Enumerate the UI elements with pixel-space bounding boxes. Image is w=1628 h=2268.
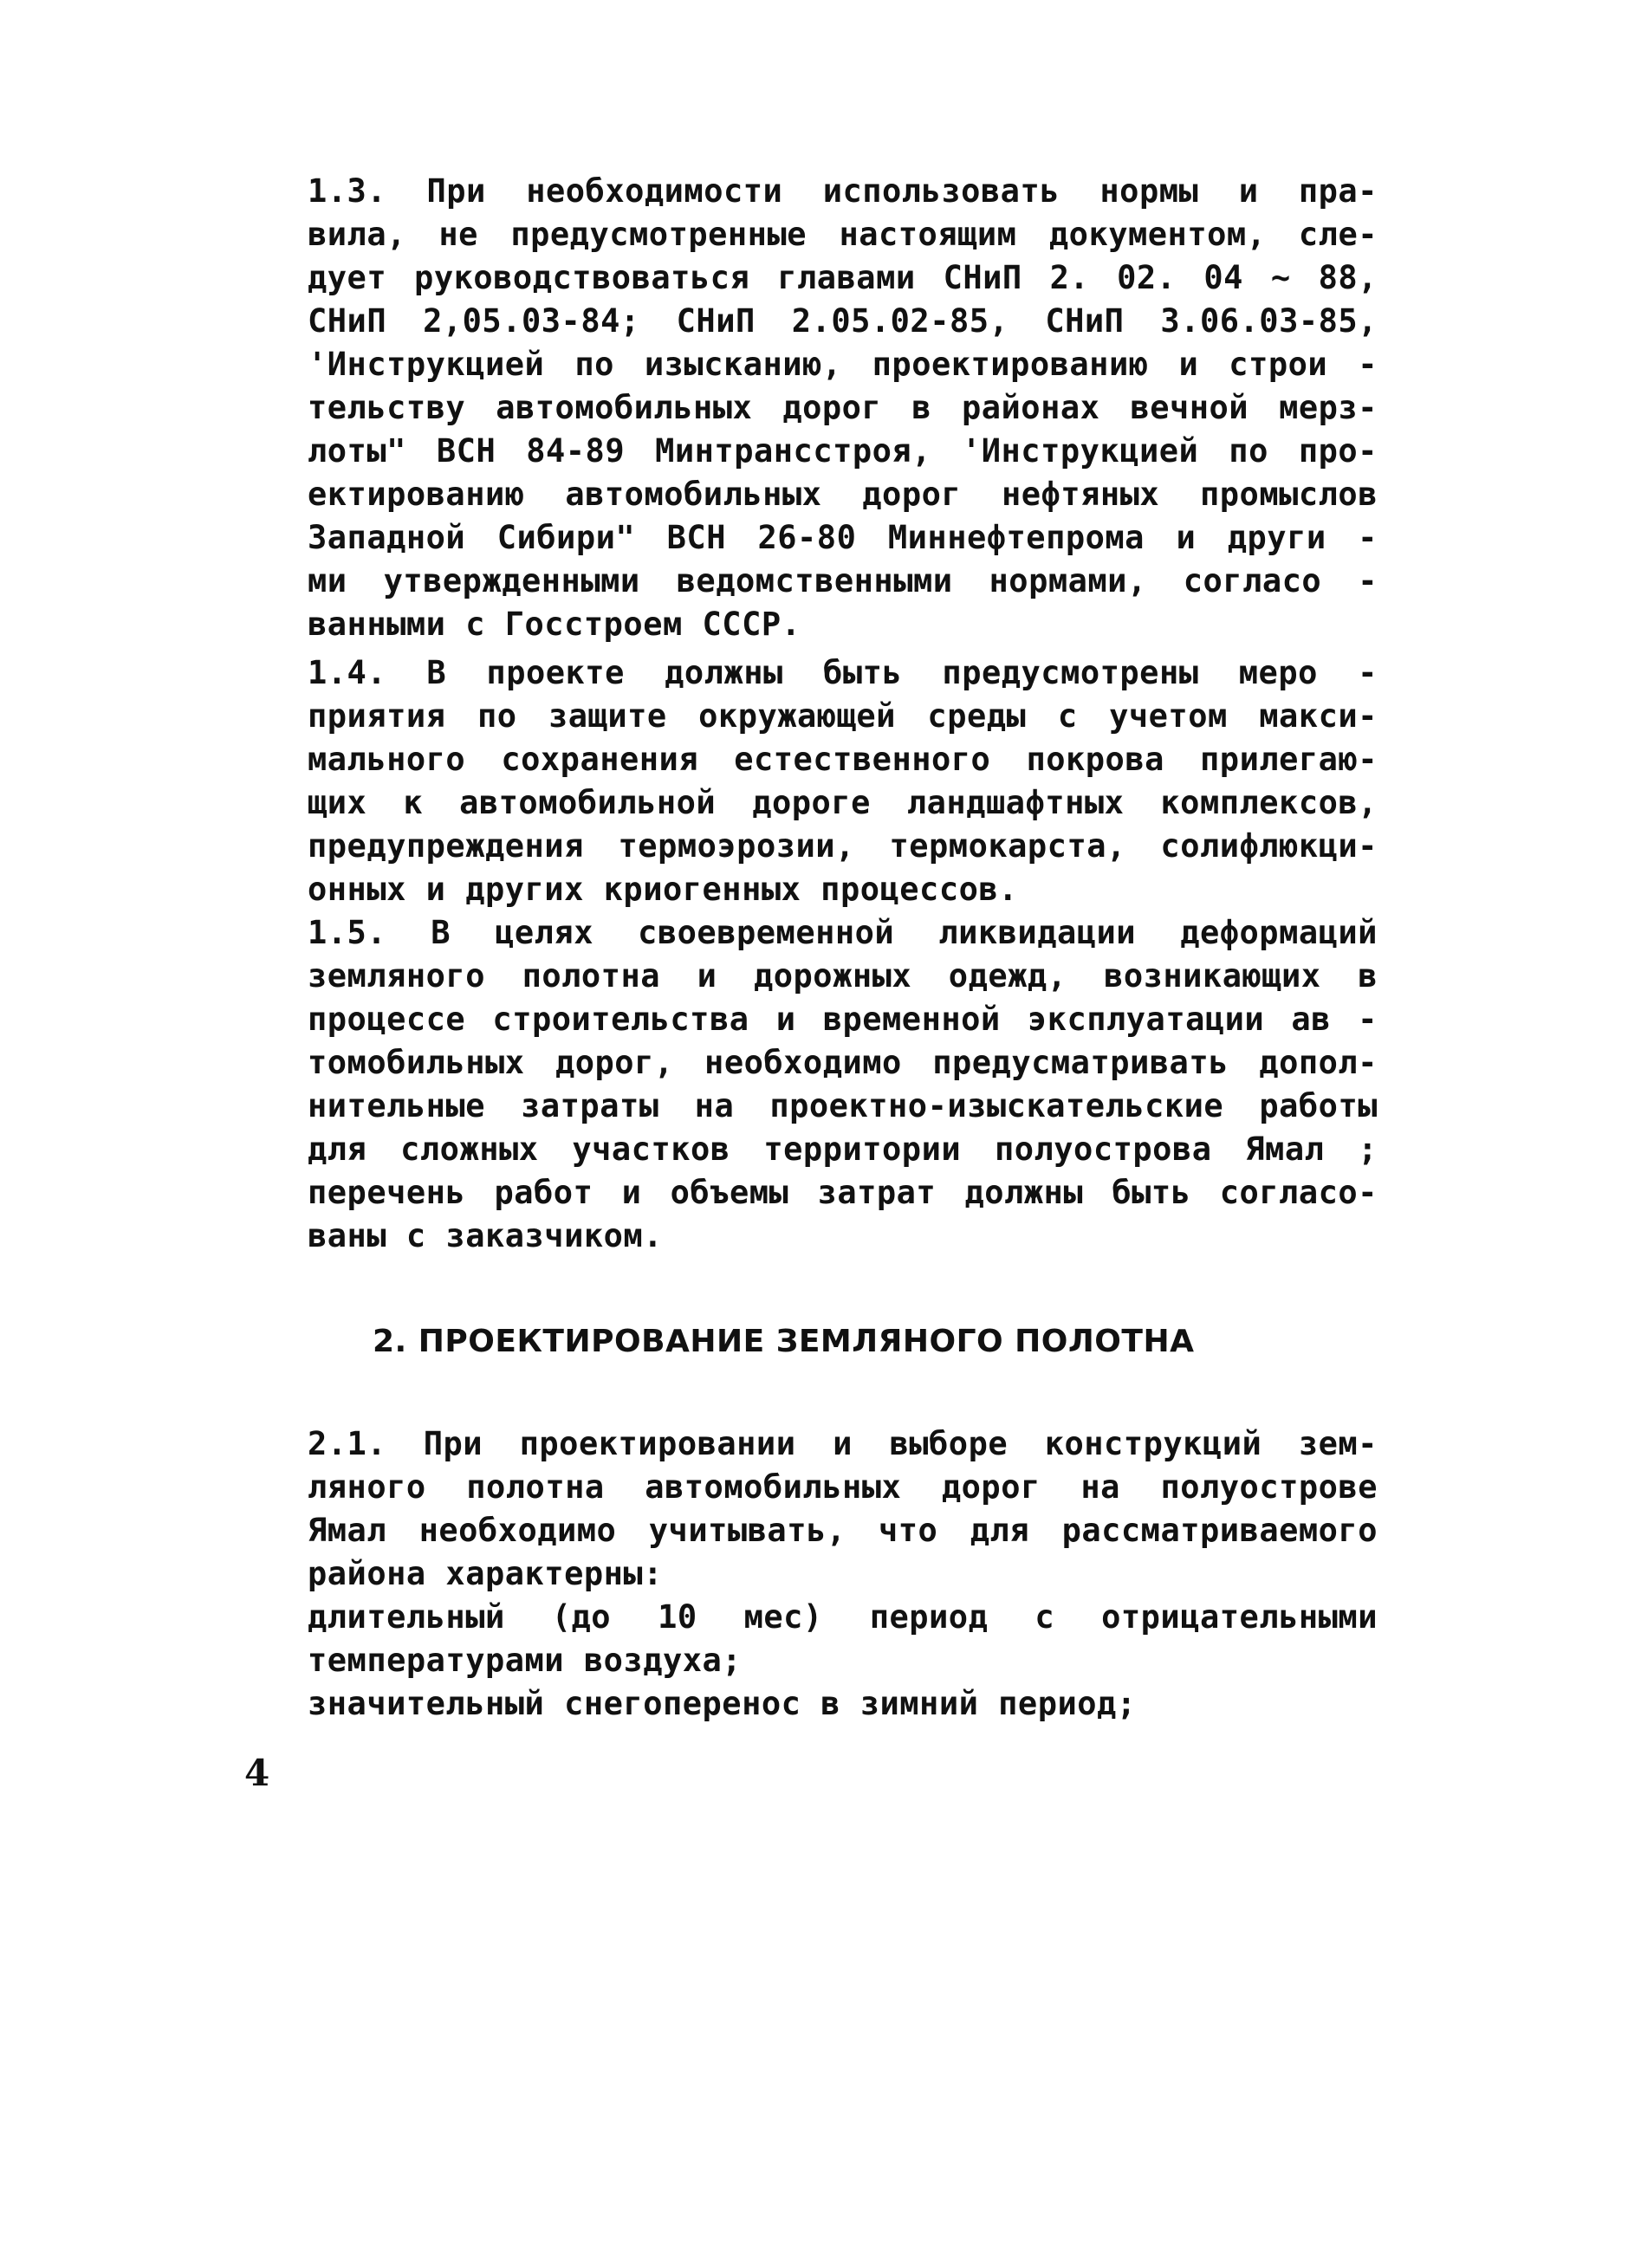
text-line: мального сохранения естественного покрова прилегаю- (308, 741, 1378, 778)
text-line: СНиП 2,05.03-84; СНиП 2.05.02-85, СНиП 3.06.03-85, (308, 302, 1378, 340)
text-line: района характерны: (308, 1555, 663, 1592)
text-line: значительный снегоперенос в зимний период; (308, 1685, 1137, 1722)
text-line: томобильных дорог, необходимо предусматривать допол- (308, 1044, 1378, 1081)
text-line: Западной Сибири" ВСН 26-80 Миннефтепрома и други - (308, 519, 1378, 556)
text-line: дует руководствоваться главами СНиП 2. 02. 04 ~ 88, (308, 259, 1378, 296)
text-line: вила, не предусмотренные настоящим документом, сле- (308, 216, 1378, 253)
text-line: лоты" ВСН 84-89 Минтрансстроя, 'Инструкцией по про- (308, 432, 1378, 470)
text-line: ваны с заказчиком. (308, 1217, 663, 1254)
paragraph-1-3 (308, 170, 1378, 646)
page-number: 4 (244, 1752, 270, 1794)
text-line: для сложных участков территории полуострова Ямал ; (308, 1131, 1378, 1168)
text-line: онных и других криогенных процессов. (308, 871, 1018, 908)
text-line: ванными с Госстроем СССР. (308, 606, 801, 643)
text-line: перечень работ и объемы затрат должны быть согласо- (308, 1174, 1378, 1211)
text-line: 1.5. В целях своевременной ликвидации деформаций (308, 914, 1378, 951)
section-heading: 2. ПРОЕКТИРОВАНИЕ ЗЕМЛЯНОГО ПОЛОТНА (373, 1324, 1195, 1359)
text-line: 2.1. При проектировании и выборе конструкций зем- (308, 1425, 1378, 1462)
text-line: нительные затраты на проектно-изыскательские работы (308, 1087, 1378, 1124)
text-line: длительный (до 10 мес) период с отрицательными (308, 1598, 1378, 1636)
text-line: температурами воздуха; (308, 1642, 743, 1679)
text-line: предупреждения термоэрозии, термокарста, солифлюкци- (308, 827, 1378, 865)
text-line: щих к автомобильной дороге ландшафтных комплексов, (308, 784, 1378, 821)
text-line: ектированию автомобильных дорог нефтяных промыслов (308, 476, 1378, 513)
text-line: ляного полотна автомобильных дорог на полуострове (308, 1468, 1378, 1506)
text-line: приятия по защите окружающей среды с учетом макси- (308, 697, 1378, 735)
list-item (308, 1682, 1378, 1726)
text-line: Ямал необходимо учитывать, что для рассматриваемого (308, 1512, 1378, 1549)
paragraph-1-5 (308, 911, 1378, 1258)
paragraph-2-1 (308, 1422, 1378, 1596)
text-line: тельству автомобильных дорог в районах вечной мерз- (308, 389, 1378, 426)
text-line: 'Инструкцией по изысканию, проектированию и строи - (308, 346, 1378, 383)
list-item (308, 1596, 1378, 1682)
text-line: 1.3. При необходимости использовать нормы и пра- (308, 172, 1378, 210)
text-line: 1.4. В проекте должны быть предусмотрены меро - (308, 654, 1378, 691)
text-line: земляного полотна и дорожных одежд, возникающих в (308, 957, 1378, 995)
text-line: процессе строительства и временной эксплуатации ав - (308, 1001, 1378, 1038)
paragraph-1-4 (308, 651, 1378, 911)
text-line: ми утвержденными ведомственными нормами, согласо - (308, 562, 1378, 599)
